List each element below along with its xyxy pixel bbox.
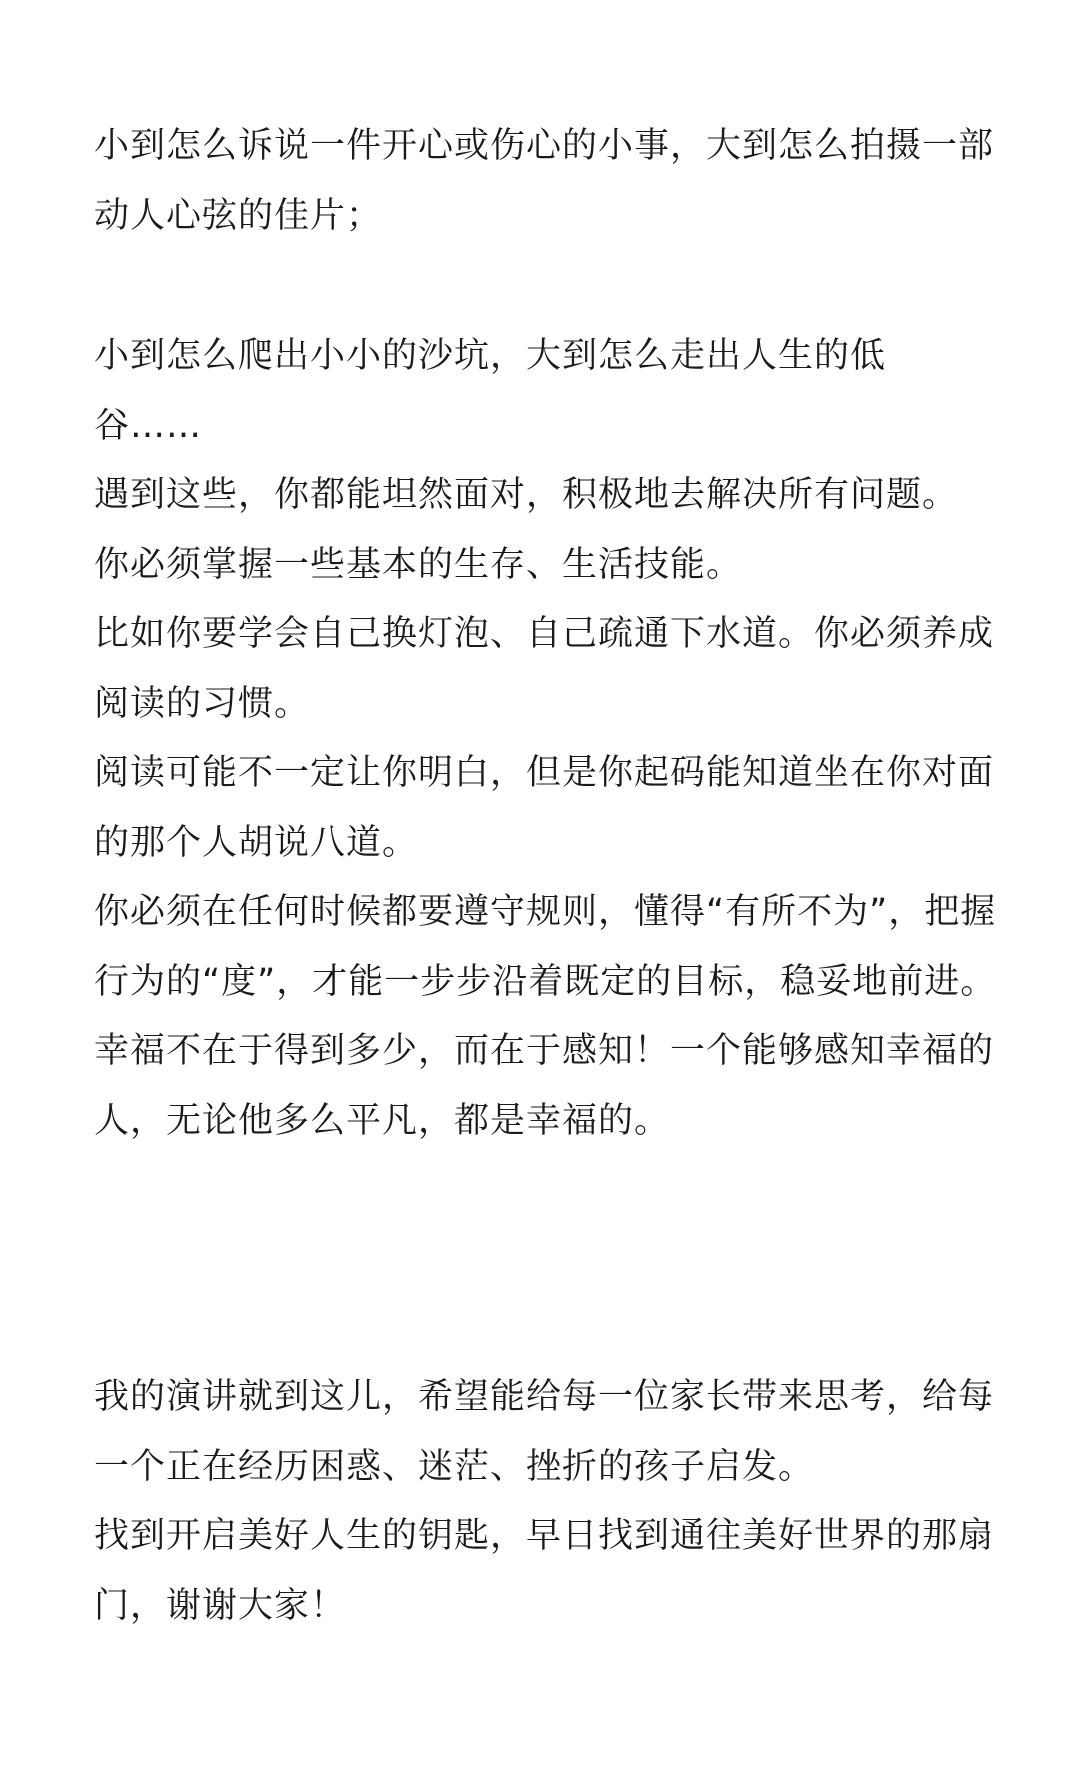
text-line: 比如你要学会自己换灯泡、自己疏通下水道。你必须养成 <box>94 614 995 654</box>
text-line: 行为的“度”，才能一步步沿着既定的目标，稳妥地前进。 <box>94 961 997 1002</box>
text-line: 你必须掌握一些基本的生存、生活技能。 <box>94 544 743 585</box>
text-line: 小到怎么爬出小小的沙坑，大到怎么走出人生的低 <box>94 336 887 376</box>
text-line: 我的演讲就到这儿，希望能给每一位家长带来思考，给每 <box>94 1377 995 1417</box>
paragraph-closing <box>94 1363 1006 1641</box>
text-line: 遇到这些，你都能坦然面对，积极地去解决所有问题。 <box>94 475 959 515</box>
text-line: 幸福不在于得到多少，而在于感知！一个能够感知幸福的 <box>94 1031 995 1071</box>
paragraph-spacer <box>94 1156 1006 1363</box>
text-line: 人，无论他多么平凡，都是幸福的。 <box>94 1100 671 1141</box>
paragraph-spacer <box>94 251 1006 322</box>
text-line: 你必须在任何时候都要遵守规则，懂得“有所不为”，把握 <box>94 892 997 932</box>
paragraph-main <box>94 322 1006 1156</box>
text-line: 一个正在经历困惑、迷茫、挫折的孩子启发。 <box>94 1446 815 1487</box>
text-line: 谷…… <box>94 405 203 446</box>
text-line: 的那个人胡说八道。 <box>94 822 419 863</box>
article-body <box>94 112 1006 1641</box>
text-line: 小到怎么诉说一件开心或伤心的小事，大到怎么拍摄一部 <box>94 126 995 166</box>
text-line: 动人心弦的佳片； <box>94 195 383 236</box>
text-line: 阅读的习惯。 <box>94 683 311 724</box>
text-line: 找到开启美好人生的钥匙，早日找到通往美好世界的那扇 <box>94 1516 995 1556</box>
paragraph-small-to-big-1 <box>94 112 1006 251</box>
text-line: 阅读可能不一定让你明白，但是你起码能知道坐在你对面 <box>94 753 995 793</box>
text-line: 门，谢谢大家！ <box>94 1585 347 1626</box>
